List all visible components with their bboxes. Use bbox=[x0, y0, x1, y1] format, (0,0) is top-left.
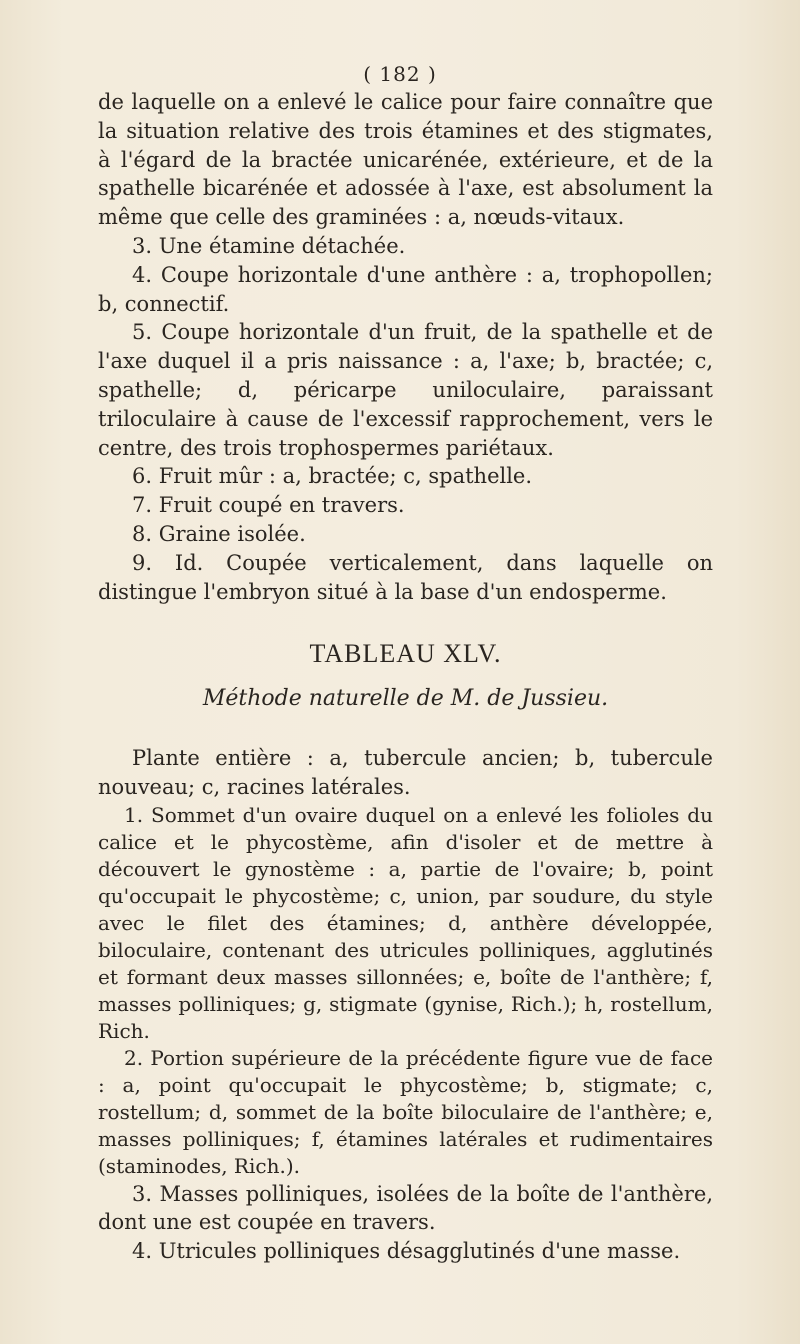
section-subheading: Méthode naturelle de M. de Jussieu. bbox=[202, 686, 609, 712]
paragraph: 8. Graine isolée. bbox=[132, 521, 306, 546]
paragraph: 6. Fruit mûr : a, bractée; c, spathelle. bbox=[132, 464, 533, 489]
paragraph: 3. Masses polliniques, isolées de la boîte de l'anthère, dont une est coupée en travers. bbox=[98, 1181, 713, 1235]
paragraph: 4. Utricules polliniques désagglutinés d'une masse. bbox=[132, 1239, 681, 1264]
paragraph: 1. Sommet d'un ovaire duquel on a enlevé les folioles du calice et le phycostème, afin d'isoler et de mettre à découvert le gynostème : a, partie de l'ovaire; b, point qu'occupait le phycostème; c, union, par soudure, du style avec le filet des étamines; d, anthère développée, biloculaire, contenant des utricules polliniques, agglutinés et formant deux masses sillonnées; e, boîte de l'anthère; f, masses polliniques; g, stigmate (gynise, Rich.); h, rostellum, Rich. bbox=[98, 802, 713, 1043]
paragraph: 2. Portion supérieure de la précédente figure vue de face : a, point qu'occupait le phycostème; b, stigmate; c, rostellum; d, sommet de la boîte biloculaire de l'anthère; e, masses polliniques; f, étamines latérales et rudimentaires (staminodes, Rich.). bbox=[98, 1045, 713, 1178]
paragraph: de laquelle on a enlevé le calice pour faire connaître que la situation relative des trois étamines et des stigmates, à l'égard de la bractée unicarénée, extérieure, et de la spathelle bicarénée et adossée à l'axe, est absolument la même que celle des graminées : a, nœuds-vitaux. bbox=[98, 90, 713, 230]
paragraph: 5. Coupe horizontale d'un fruit, de la spathelle et de l'axe duquel il a pris naissance : a, l'axe; b, bractée; c, spathelle; d, péricarpe uniloculaire, paraissant triloculaire à cause de l'excessif rapprochement, vers le centre, des trois trophospermes pariétaux. bbox=[98, 320, 713, 460]
paragraph: 4. Coupe horizontale d'une anthère : a, trophopollen; b, connectif. bbox=[98, 262, 713, 316]
paragraph: Plante entière : a, tubercule ancien; b, tubercule nouveau; c, racines latérales. bbox=[98, 745, 713, 799]
section-heading: TABLEAU XLV. bbox=[309, 639, 502, 669]
paragraph: 3. Une étamine détachée. bbox=[132, 233, 406, 258]
paragraph: 9. Id. Coupée verticalement, dans laquelle on distingue l'embryon situé à la base d'un endosperme. bbox=[98, 550, 713, 604]
page-body bbox=[98, 88, 713, 1266]
page-number: ( 182 ) bbox=[363, 62, 437, 86]
paragraph: 7. Fruit coupé en travers. bbox=[132, 493, 405, 518]
